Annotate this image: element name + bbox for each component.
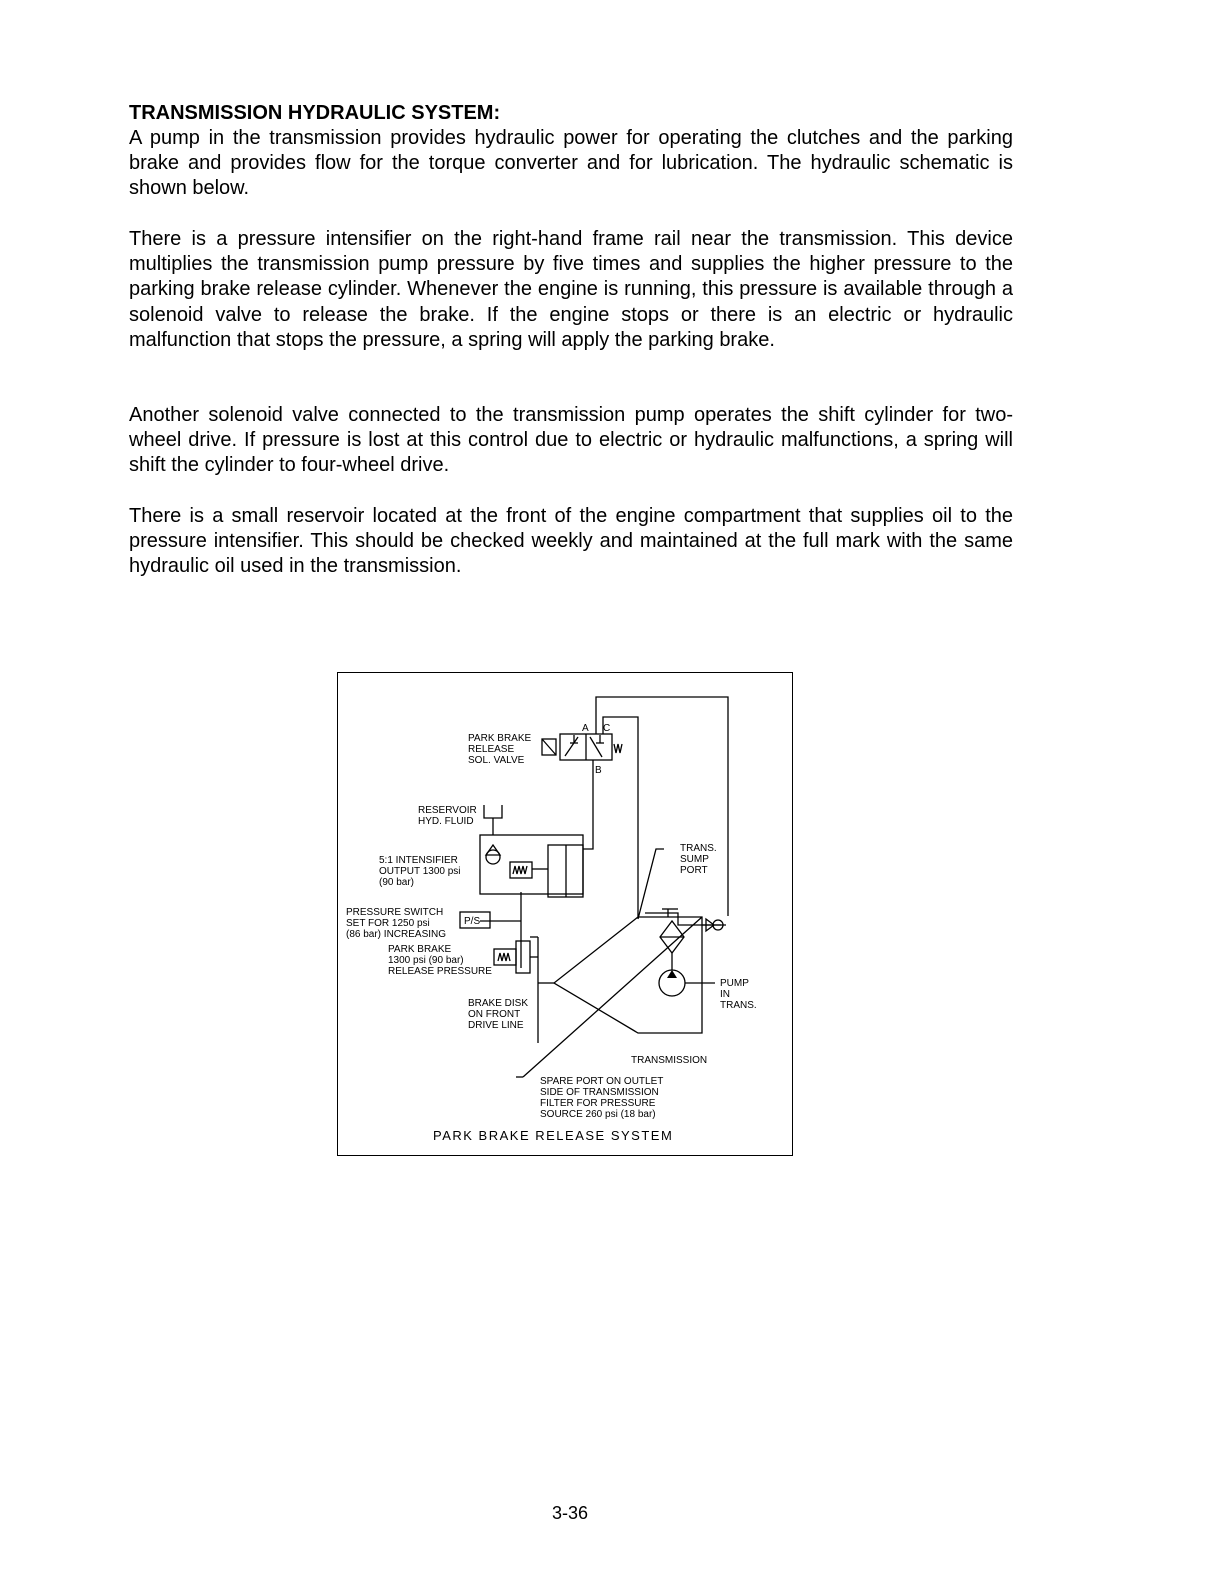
reservoir-label: RESERVOIR HYD. FLUID (418, 805, 477, 827)
schematic-drawing (338, 673, 794, 1157)
port-c-label: C (603, 723, 611, 734)
hydraulic-schematic-figure (337, 672, 793, 1156)
intensifier-label: 5:1 INTENSIFIER OUTPUT 1300 psi (90 bar) (379, 855, 461, 888)
page-number: 3-36 (551, 1503, 589, 1523)
sol-valve-label: PARK BRAKE RELEASE SOL. VALVE (468, 733, 532, 766)
section-heading: TRANSMISSION HYDRAULIC SYSTEM: (129, 102, 501, 124)
intensifier-symbol (480, 835, 583, 897)
leader-lines (516, 849, 702, 1077)
pump-label: PUMP IN TRANS. (720, 978, 757, 1011)
port-b-label: B (595, 765, 602, 776)
park-brake-label: PARK BRAKE 1300 psi (90 bar) RELEASE PRESSURE (388, 944, 492, 977)
spare-port-label: SPARE PORT ON OUTLET SIDE OF TRANSMISSION FILTER FOR PRESSURE SOURCE 260 psi (18 bar) (540, 1076, 664, 1120)
transmission-label: TRANSMISSION (631, 1055, 708, 1066)
pressure-switch-label: PRESSURE SWITCH SET FOR 1250 psi (86 bar) INCREASING (346, 907, 447, 940)
figure-caption: PARK BRAKE RELEASE SYSTEM (433, 1128, 674, 1143)
paragraph-transmission-pump: A pump in the transmission provides hydraulic power for operating the clutches and the parking brake and provides flow for the torque converter and for lubrication. The hydraulic schematic is shown below. (129, 127, 1013, 200)
transmission-symbol (538, 909, 723, 1033)
paragraph-shift-solenoid: Another solenoid valve connected to the transmission pump operates the shift cylinder for two-wheel drive. If pressure is lost at this control due to electric or hydraulic malfunctions, a spring will shift the cylinder to four-wheel drive. (129, 404, 1013, 477)
brake-disk-label: BRAKE DISK ON FRONT DRIVE LINE (468, 998, 529, 1031)
sump-port-label: TRANS. SUMP PORT (680, 843, 717, 876)
port-a-label: A (582, 723, 589, 734)
reservoir-symbol (484, 805, 502, 818)
paragraph-reservoir: There is a small reservoir located at the front of the engine compartment that supplies oil to the pressure intensifier. This should be checked weekly and maintained at the full mark with the same hydraulic oil used in the transmission. (129, 505, 1013, 578)
paragraph-pressure-intensifier: There is a pressure intensifier on the right-hand frame rail near the transmission. This device multiplies the transmission pump pressure by five times and supplies the higher pressure to the parking brake release cylinder. Whenever the engine is running, this pressure is available through a solenoid valve to release the brake. If the engine stops or there is an electric or hydraulic malfunction that stops the pressure, a spring will apply the parking brake. (129, 228, 1013, 351)
ps-symbol-label: P/S (464, 916, 481, 927)
